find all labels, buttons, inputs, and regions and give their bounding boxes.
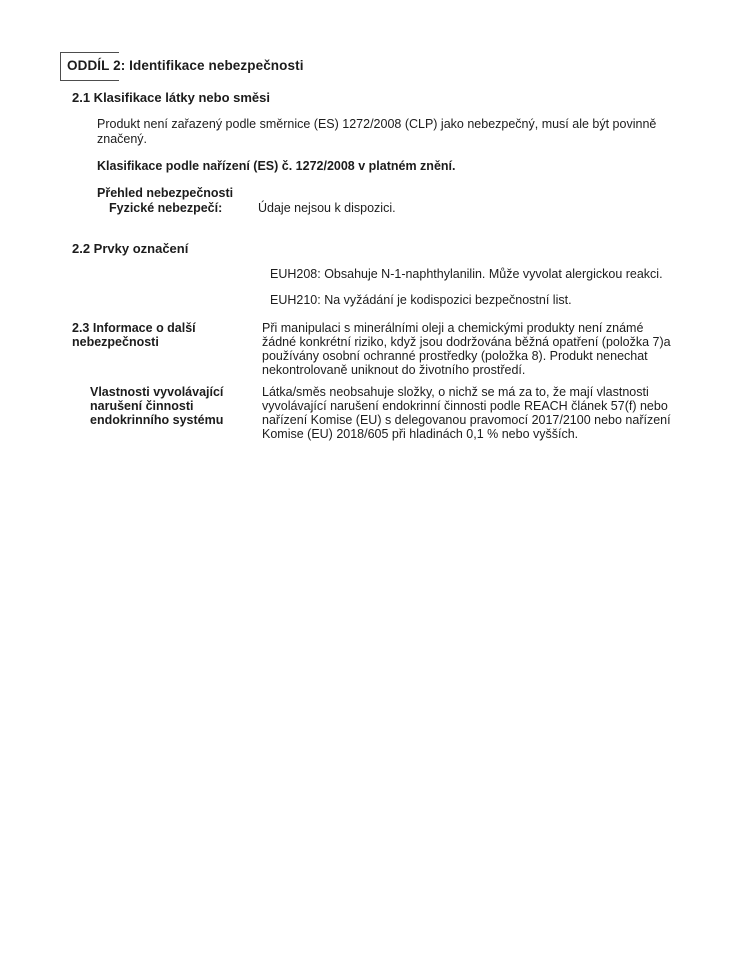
other-hazards-line: nekontrolovaně uniknout do životního prostředí. (262, 363, 526, 377)
endocrine-disruption-label (90, 385, 223, 427)
heading-2-1: 2.1 Klasifikace látky nebo směsi (72, 90, 270, 105)
endocrine-label-line: endokrinního systému (90, 413, 224, 427)
endocrine-text-line: Komise (EU) 2018/605 při hladinách 0,1 % nebo vyšších. (262, 427, 579, 441)
endocrine-label-line: Vlastnosti vyvolávající (90, 385, 224, 399)
endocrine-text-line: nařízení Komise (EU) s delegovanou pravomocí 2017/2100 nebo nařízení (262, 413, 671, 427)
other-hazards-line: žádné konkrétní riziko, když jsou dodržována běžná opatření (položka 7)a (262, 335, 671, 349)
heading-2-3 (72, 321, 196, 349)
physical-hazard-value: Údaje nejsou k dispozici. (258, 201, 396, 215)
classification-paragraph-line: značený. (97, 132, 148, 146)
endocrine-text-line: vyvolávající narušení endokrinní činnosti podle REACH článek 57(f) nebo (262, 399, 668, 413)
classification-paragraph-line: Produkt není zařazený podle směrnice (ES) 1272/2008 (CLP) jako nebezpečný, musí ale být povinně (97, 117, 657, 131)
euh210-statement: EUH210: Na vyžádání je kodispozici bezpečnostní list. (270, 293, 572, 307)
heading-2-3-line: 2.3 Informace o další (72, 321, 196, 335)
classification-regulation-note: Klasifikace podle nařízení (ES) č. 1272/2008 v platném znění. (97, 159, 456, 173)
other-hazards-line: Při manipulaci s minerálními oleji a chemickými produkty není známé (262, 321, 644, 335)
section-2-header: ODDÍL 2: Identifikace nebezpečnosti (67, 58, 304, 73)
other-hazards-line: používány osobní ochranné prostředky (položka 8). Produkt nenechat (262, 349, 648, 363)
endocrine-label-line: narušení činnosti (90, 399, 194, 413)
heading-2-2: 2.2 Prvky označení (72, 241, 189, 256)
euh208-statement: EUH208: Obsahuje N-1-naphthylanilin. Může vyvolat alergickou reakci. (270, 267, 663, 281)
hazard-overview-label: Přehled nebezpečnosti (97, 186, 234, 200)
other-hazards-paragraph (262, 321, 671, 377)
heading-2-3-line: nebezpečnosti (72, 335, 159, 349)
endocrine-text-line: Látka/směs neobsahuje složky, o nichž se má za to, že mají vlastnosti (262, 385, 649, 399)
physical-hazard-label: Fyzické nebezpečí: (109, 201, 223, 215)
endocrine-disruption-paragraph (262, 385, 671, 441)
classification-paragraph (97, 117, 656, 147)
